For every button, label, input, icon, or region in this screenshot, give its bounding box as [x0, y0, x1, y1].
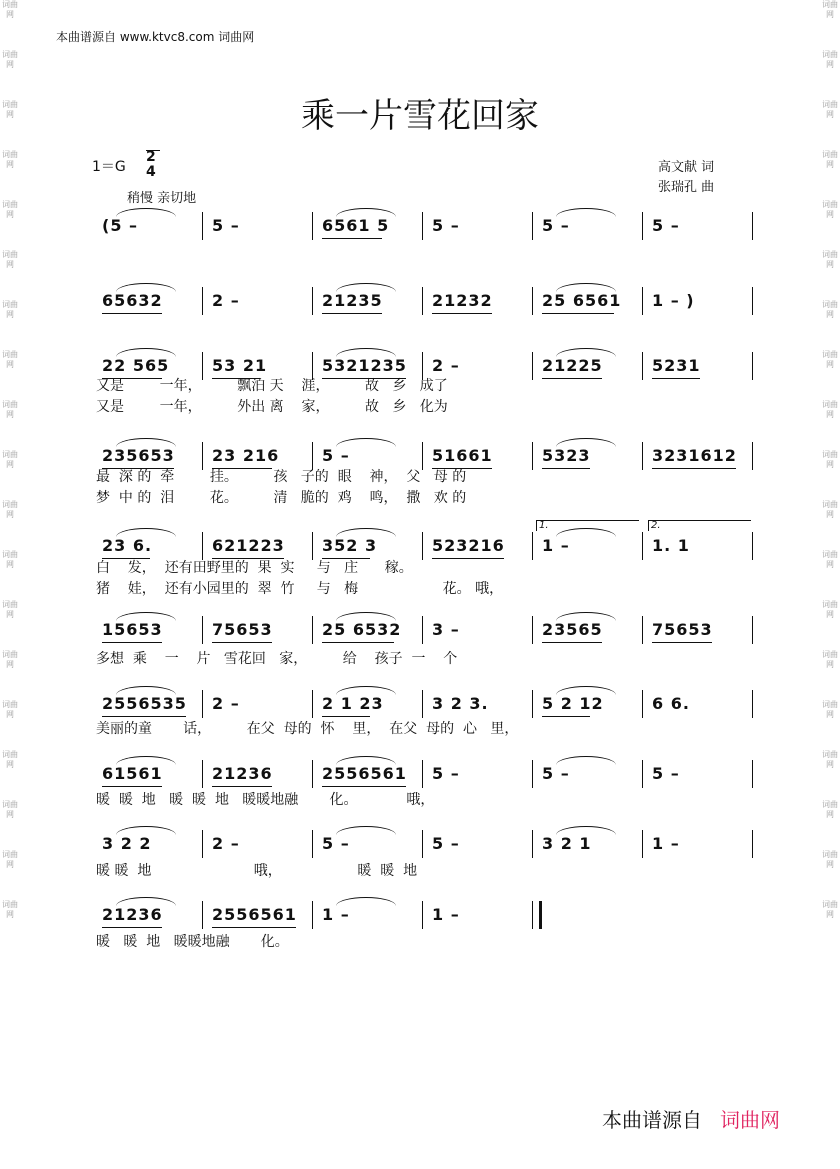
watermark-right: [822, 0, 838, 1169]
measure-notes: 61561: [102, 764, 163, 783]
measure-notes: 2 –: [212, 834, 240, 853]
slur: [336, 348, 396, 357]
final-barline: [752, 532, 753, 560]
final-barline: [752, 287, 753, 315]
lyric-line: 最 深 的 牵 挂。 孩 子的 眼 神， 父 母 的: [96, 469, 467, 485]
slur: [116, 897, 176, 906]
watermark-text: 词曲网: [2, 400, 18, 419]
barline: [422, 901, 423, 929]
barline: [312, 287, 313, 315]
barline: [532, 616, 533, 644]
barline: [312, 616, 313, 644]
slur: [336, 612, 396, 621]
barline: [532, 212, 533, 240]
beam-line: [322, 716, 370, 717]
measure-notes: 15653: [102, 620, 163, 639]
lyric-line: 暖 暖 地 哦， 暖 暖 地: [96, 863, 418, 879]
barline: [202, 287, 203, 315]
measure-notes: 6 6.: [652, 694, 690, 713]
watermark-text: 词曲网: [822, 0, 838, 19]
lyric-line: 白 发， 还有田野里的 果 实 与 庄 稼。: [96, 560, 413, 576]
watermark-text: 词曲网: [2, 850, 18, 869]
measure-notes: 2556561: [212, 905, 297, 924]
final-barline: [752, 830, 753, 858]
measure-notes: 2556561: [322, 764, 407, 783]
measure-notes: 53 21: [212, 356, 268, 375]
barline: [532, 532, 533, 560]
lyric-line: 猪 娃， 还有小园里的 翠 竹 与 梅 花。 哦，: [96, 581, 504, 597]
barline: [312, 830, 313, 858]
lyric-line: 梦 中 的 泪 花。 清 脆的 鸡 鸣， 撒 欢 的: [96, 490, 467, 506]
song-title: 乘一片雪花回家: [301, 96, 539, 136]
watermark-text: 词曲网: [2, 50, 18, 69]
slur: [116, 438, 176, 447]
slur: [336, 528, 396, 537]
measure-notes: 75653: [212, 620, 273, 639]
slur: [336, 826, 396, 835]
barline: [202, 212, 203, 240]
watermark-text: 词曲网: [822, 650, 838, 669]
barline: [312, 901, 313, 929]
beam-line: [542, 642, 602, 643]
watermark-text: 词曲网: [2, 750, 18, 769]
beam-line: [212, 642, 272, 643]
barline: [642, 532, 643, 560]
volta-second: 2.: [648, 520, 751, 531]
barline: [422, 830, 423, 858]
slur: [336, 756, 396, 765]
measure-notes: (5 –: [102, 216, 139, 235]
watermark-text: 词曲网: [822, 400, 838, 419]
watermark-text: 词曲网: [2, 900, 18, 919]
final-barline: [752, 212, 753, 240]
measure-notes: 5 –: [322, 834, 350, 853]
measure-notes: 235653: [102, 446, 175, 465]
measure-notes: 5321235: [322, 356, 407, 375]
slur: [556, 756, 616, 765]
score-row: [96, 826, 756, 862]
barline: [422, 212, 423, 240]
barline: [422, 532, 423, 560]
measure-notes: 5231: [652, 356, 701, 375]
barline: [312, 532, 313, 560]
watermark-text: 词曲网: [2, 550, 18, 569]
measure-notes: 25 6532: [322, 620, 402, 639]
barline: [422, 616, 423, 644]
watermark-text: 词曲网: [822, 250, 838, 269]
measure-notes: 5 –: [652, 764, 680, 783]
watermark-text: 词曲网: [822, 450, 838, 469]
barline: [312, 760, 313, 788]
credits: [658, 158, 714, 198]
measure-notes: 21232: [432, 291, 493, 310]
measure-notes: 2 –: [212, 694, 240, 713]
slur: [556, 438, 616, 447]
measure-notes: 21225: [542, 356, 603, 375]
measure-notes: 1 –: [432, 905, 460, 924]
measure-notes: 3 2 3.: [432, 694, 489, 713]
footer-source: 本曲谱源自: [602, 1108, 702, 1132]
barline: [642, 616, 643, 644]
footer: [602, 1104, 780, 1133]
watermark-text: 词曲网: [2, 0, 18, 19]
watermark-text: 词曲网: [822, 750, 838, 769]
measure-notes: 2556535: [102, 694, 187, 713]
measure-notes: 2 1 23: [322, 694, 384, 713]
measure-notes: 5 –: [432, 764, 460, 783]
measure-notes: 75653: [652, 620, 713, 639]
barline: [202, 901, 203, 929]
beam-line: [542, 313, 614, 314]
lyric-line: 又是 一年， 飘泊 天 涯， 故 乡 成了: [96, 378, 448, 394]
measure-notes: 23 6.: [102, 536, 153, 555]
watermark-text: 词曲网: [2, 600, 18, 619]
score-row: [96, 897, 756, 933]
beam-line: [322, 313, 382, 314]
slur: [336, 686, 396, 695]
barline: [532, 287, 533, 315]
measure-notes: 5 –: [432, 216, 460, 235]
lyric-line: 美丽的童 话， 在父 母的 怀 里， 在父 母的 心 里，: [96, 721, 519, 737]
lyric-line: 又是 一年， 外出 离 家， 故 乡 化为: [96, 399, 448, 415]
beam-line: [102, 313, 162, 314]
watermark-text: 词曲网: [2, 700, 18, 719]
watermark-text: 词曲网: [822, 850, 838, 869]
measure-notes: 621223: [212, 536, 285, 555]
source-line: 本曲谱源自 www.ktvc8.com 词曲网: [56, 30, 255, 44]
beam-line: [322, 238, 382, 239]
tempo-marking: 稍慢 亲切地: [127, 191, 197, 206]
slur: [116, 756, 176, 765]
measure-notes: 2 –: [432, 356, 460, 375]
watermark-text: 词曲网: [822, 550, 838, 569]
barline: [422, 287, 423, 315]
slur: [116, 348, 176, 357]
barline: [202, 690, 203, 718]
beam-line: [102, 716, 186, 717]
barline: [422, 760, 423, 788]
measure-notes: 23 216: [212, 446, 280, 465]
watermark-text: 词曲网: [822, 300, 838, 319]
watermark-text: 词曲网: [2, 650, 18, 669]
beam-line: [432, 313, 492, 314]
measure-notes: 3 2 2: [102, 834, 152, 853]
slur: [116, 208, 176, 217]
slur: [556, 348, 616, 357]
measure-notes: 1. 1: [652, 536, 690, 555]
slur: [116, 826, 176, 835]
watermark-text: 词曲网: [822, 50, 838, 69]
watermark-left: [2, 0, 18, 1169]
beam-line: [542, 716, 590, 717]
barline: [532, 690, 533, 718]
watermark-text: 词曲网: [2, 500, 18, 519]
lyric-line: 暖 暖 地 暖 暖 地 暖暖地融 化。 哦，: [96, 792, 435, 808]
beam-line: [102, 786, 162, 787]
measure-notes: 2 –: [212, 291, 240, 310]
measure-notes: 51661: [432, 446, 493, 465]
watermark-text: 词曲网: [2, 150, 18, 169]
slur: [116, 283, 176, 292]
footer-site: 词曲网: [720, 1108, 780, 1132]
slur: [116, 612, 176, 621]
slur: [116, 528, 176, 537]
score-row: [96, 612, 756, 648]
barline: [312, 212, 313, 240]
slur: [336, 438, 396, 447]
key-signature: 1＝G: [92, 159, 126, 175]
slur: [556, 826, 616, 835]
watermark-text: 词曲网: [822, 100, 838, 119]
watermark-text: 词曲网: [822, 900, 838, 919]
beam-line: [322, 642, 394, 643]
measure-notes: 21235: [322, 291, 383, 310]
measure-notes: 25 6561: [542, 291, 622, 310]
watermark-text: 词曲网: [2, 800, 18, 819]
barline: [312, 690, 313, 718]
watermark-text: 词曲网: [822, 200, 838, 219]
measure-notes: 65632: [102, 291, 163, 310]
measure-notes: 1 –: [542, 536, 570, 555]
beam-line: [212, 786, 272, 787]
barline: [642, 287, 643, 315]
time-denominator: 4: [146, 164, 156, 180]
beam-line: [102, 927, 162, 928]
barline: [422, 690, 423, 718]
slur: [556, 686, 616, 695]
beam-line: [652, 642, 712, 643]
barline: [642, 760, 643, 788]
beam-line: [102, 642, 162, 643]
score-row: [96, 208, 756, 244]
composer: 张瑞孔 曲: [658, 180, 715, 195]
watermark-text: 词曲网: [822, 150, 838, 169]
measure-notes: 5 –: [212, 216, 240, 235]
barline: [532, 760, 533, 788]
watermark-text: 词曲网: [822, 800, 838, 819]
measure-notes: 1 –: [322, 905, 350, 924]
slur: [556, 208, 616, 217]
slur: [336, 208, 396, 217]
measure-notes: 22 565: [102, 356, 170, 375]
watermark-text: 词曲网: [2, 350, 18, 369]
barline: [202, 760, 203, 788]
volta-first: 1.: [536, 520, 639, 531]
final-barline: [752, 616, 753, 644]
final-barline: [752, 760, 753, 788]
barline: [642, 830, 643, 858]
lyricist: 高文献 词: [658, 160, 715, 175]
measure-notes: 3231612: [652, 446, 737, 465]
measure-notes: 6561 5: [322, 216, 390, 235]
watermark-text: 词曲网: [822, 600, 838, 619]
measure-notes: 3 2 1: [542, 834, 592, 853]
measure-notes: 1 –: [652, 834, 680, 853]
measure-notes: 523216: [432, 536, 505, 555]
watermark-text: 词曲网: [2, 200, 18, 219]
barline: [202, 830, 203, 858]
measure-notes: 21236: [212, 764, 273, 783]
slur: [336, 283, 396, 292]
barline: [202, 532, 203, 560]
lyric-line: 暖 暖 地 暖暖地融 化。: [96, 934, 289, 950]
measure-notes: 352 3: [322, 536, 378, 555]
measure-notes: 5323: [542, 446, 591, 465]
score-row: [96, 756, 756, 792]
slur: [336, 897, 396, 906]
measure-notes: 5 –: [432, 834, 460, 853]
watermark-text: 词曲网: [822, 500, 838, 519]
lyric-line: 多想 乘 一 片 雪花回 家， 给 孩子 一 个: [96, 651, 458, 667]
measure-notes: 5 2 12: [542, 694, 604, 713]
barline: [642, 690, 643, 718]
beam-line: [212, 927, 296, 928]
measure-notes: 5 –: [542, 216, 570, 235]
watermark-text: 词曲网: [2, 450, 18, 469]
measure-notes: 5 –: [542, 764, 570, 783]
beam-line: [322, 786, 406, 787]
watermark-text: 词曲网: [2, 300, 18, 319]
watermark-text: 词曲网: [2, 250, 18, 269]
slur: [556, 612, 616, 621]
watermark-text: 词曲网: [2, 100, 18, 119]
final-barline: [532, 901, 542, 929]
barline: [532, 830, 533, 858]
time-numerator: 2: [146, 149, 156, 165]
score-row: [96, 283, 756, 319]
slur: [116, 686, 176, 695]
slur: [556, 283, 616, 292]
final-barline: [752, 690, 753, 718]
barline: [642, 212, 643, 240]
watermark-text: 词曲网: [822, 700, 838, 719]
measure-notes: 1 – ): [652, 291, 695, 310]
watermark-text: 词曲网: [822, 350, 838, 369]
measure-notes: 21236: [102, 905, 163, 924]
score-row: [96, 686, 756, 722]
measure-notes: 23565: [542, 620, 603, 639]
measure-notes: 5 –: [322, 446, 350, 465]
measure-notes: 3 –: [432, 620, 460, 639]
measure-notes: 5 –: [652, 216, 680, 235]
time-signature: [146, 150, 156, 180]
barline: [202, 616, 203, 644]
